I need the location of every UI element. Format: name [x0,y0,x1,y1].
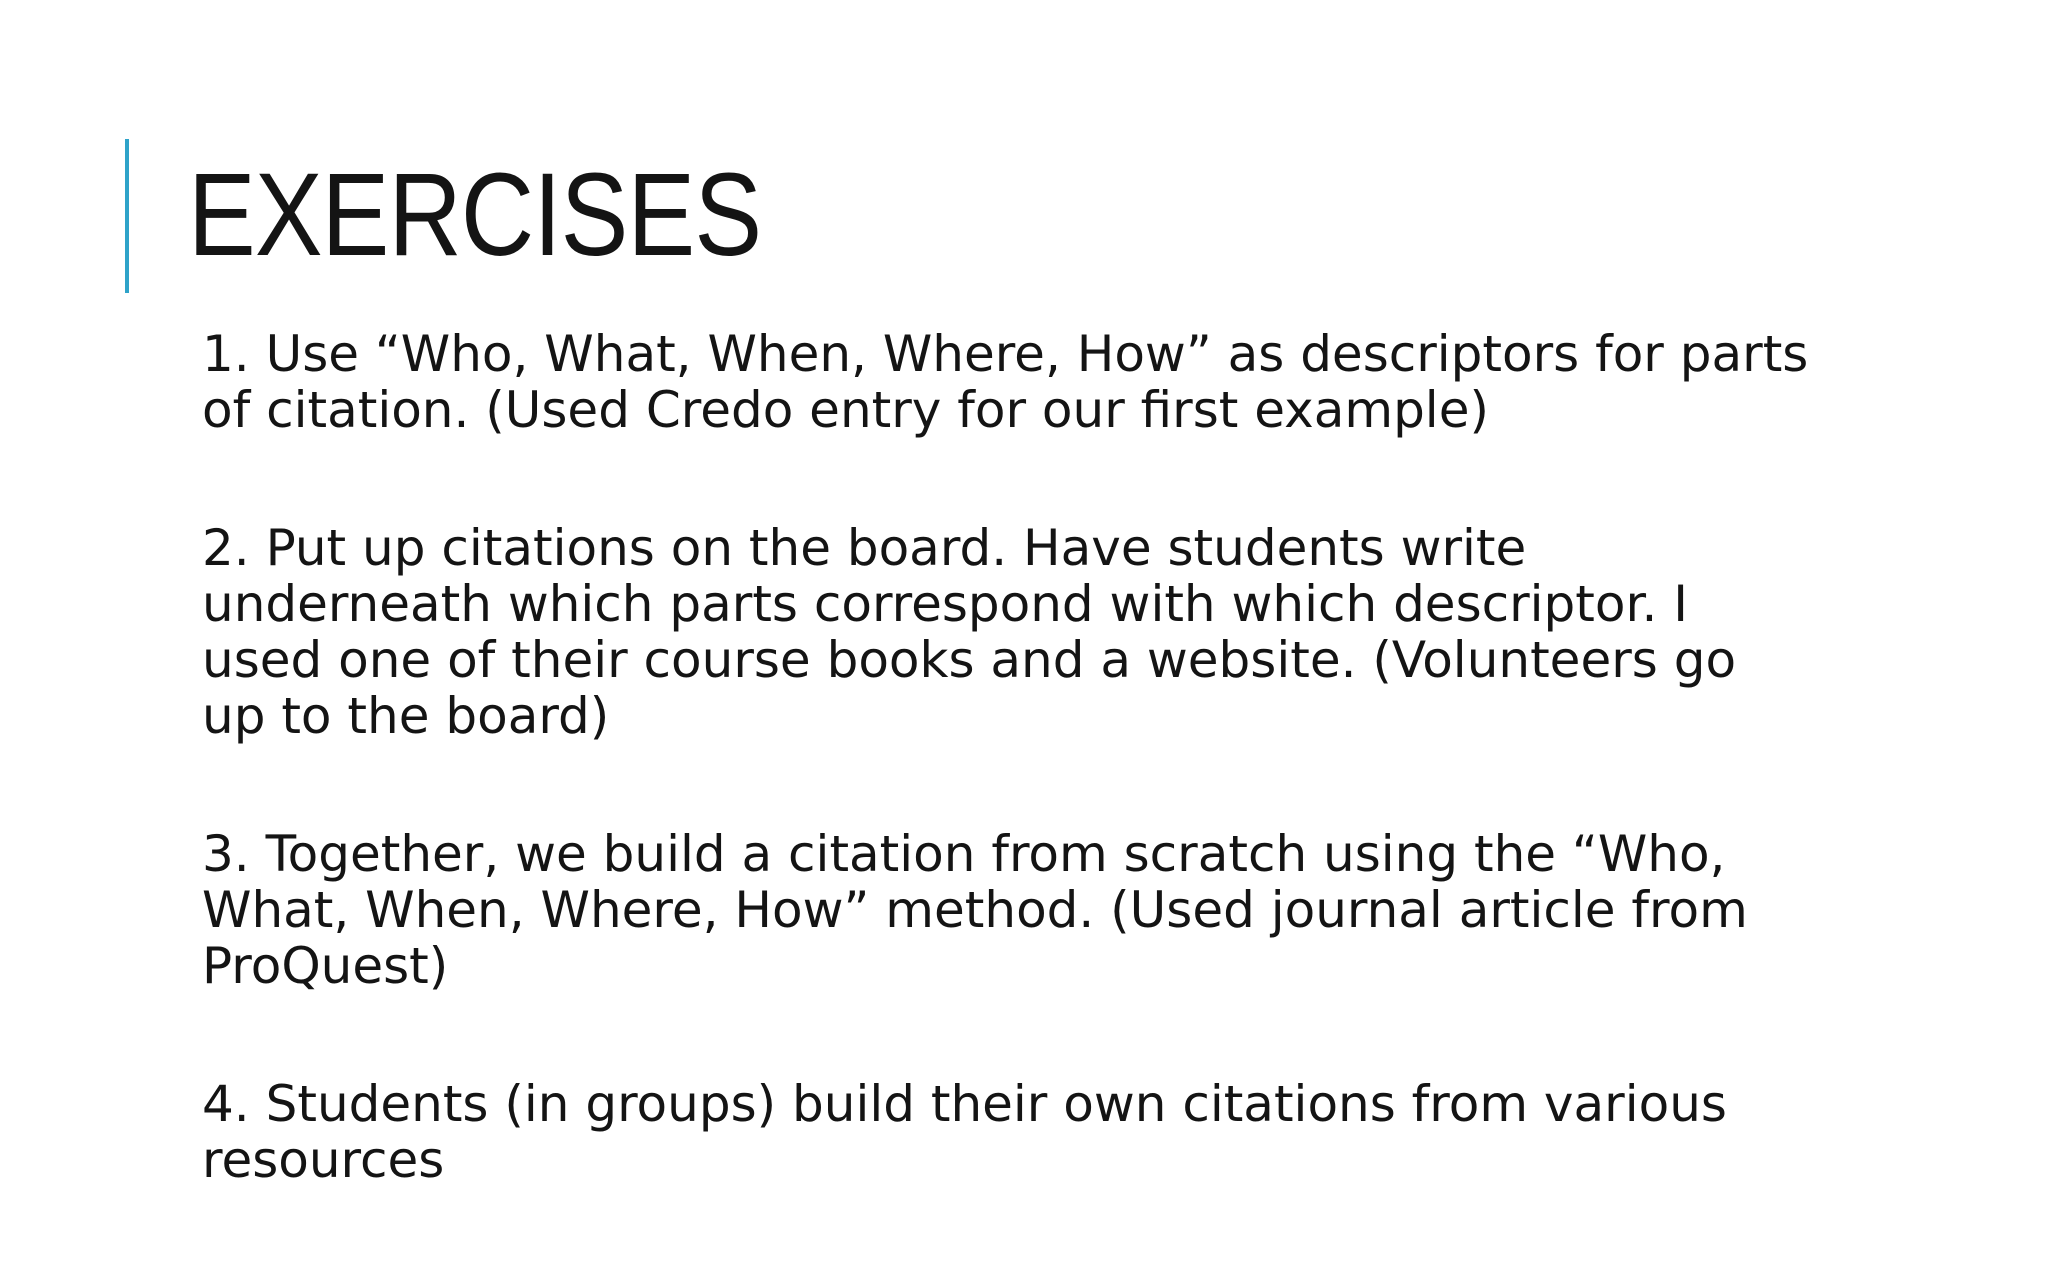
slide-title: EXERCISES [188,149,762,281]
exercise-list [202,326,1812,1270]
exercise-item-1: 1. Use “Who, What, When, Where, How” as descriptors for parts of citation. (Used Credo entry for our first example) [202,325,1809,439]
exercise-item-4: 4. Students (in groups) build their own citations from various resources [202,1075,1727,1189]
title-accent-bar [125,139,129,293]
exercise-item-3: 3. Together, we build a citation from scratch using the “Who, What, When, Where, How” method. (Used journal article from ProQuest) [202,825,1748,995]
exercise-item-2: 2. Put up citations on the board. Have students write underneath which parts correspond with which descriptor. I used one of their course books and a website. (Volunteers go up to the board) [202,519,1737,745]
